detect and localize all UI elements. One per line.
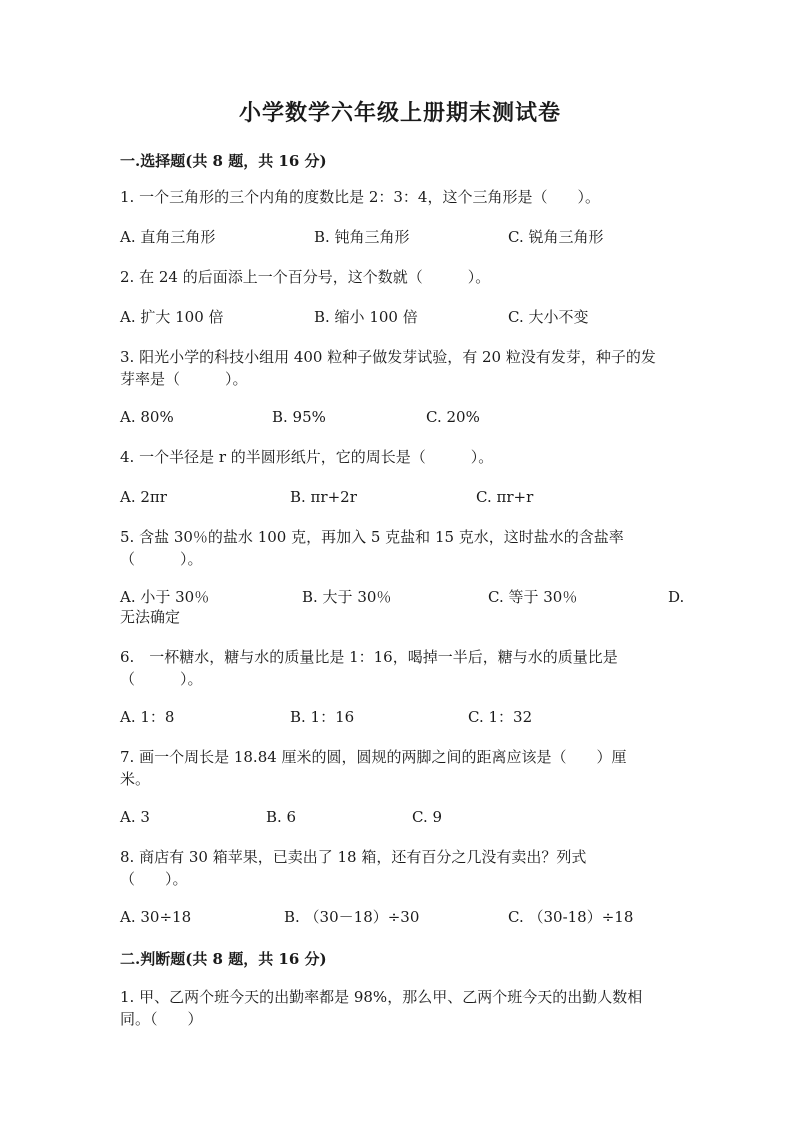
question-2: 2. 在 24 的后面添上一个百分号，这个数就（ ）。 bbox=[120, 268, 491, 286]
judge-question-1-line-2: 同。（ ） bbox=[120, 1010, 203, 1028]
question-4: 4. 一个半径是 r 的半圆形纸片，它的周长是（ ）。 bbox=[120, 448, 494, 466]
section-heading-judge: 二.判断题(共 8 题，共 16 分) bbox=[120, 950, 327, 968]
q2-option-c: C. 大小不变 bbox=[508, 308, 589, 326]
question-6-line-1: 6. 一杯糖水，糖与水的质量比是 1：16，喝掉一半后，糖与水的质量比是 bbox=[120, 648, 618, 666]
page-title: 小学数学六年级上册期末测试卷 bbox=[238, 100, 561, 126]
q4-option-a: A. 2πr bbox=[120, 488, 167, 506]
q6-option-a: A. 1：8 bbox=[120, 708, 175, 726]
q4-option-c: C. πr+r bbox=[476, 488, 534, 506]
q3-option-c: C. 20% bbox=[426, 408, 480, 426]
q1-option-c: C. 锐角三角形 bbox=[508, 228, 604, 246]
q5-option-d: D. bbox=[668, 588, 685, 606]
question-1: 1. 一个三角形的三个内角的度数比是 2：3：4，这个三角形是（ ）。 bbox=[120, 188, 600, 206]
q1-option-b: B. 钝角三角形 bbox=[314, 228, 410, 246]
q5-option-a: A. 小于 30％ bbox=[120, 588, 210, 606]
question-3-line-2: 芽率是（ ）。 bbox=[120, 370, 248, 388]
q2-option-b: B. 缩小 100 倍 bbox=[314, 308, 418, 326]
q6-option-c: C. 1：32 bbox=[468, 708, 533, 726]
question-8-line-1: 8. 商店有 30 箱苹果，已卖出了 18 箱，还有百分之几没有卖出？列式 bbox=[120, 848, 587, 866]
judge-question-1-line-1: 1. 甲、乙两个班今天的出勤率都是 98%，那么甲、乙两个班今天的出勤人数相 bbox=[120, 988, 643, 1006]
q7-option-a: A. 3 bbox=[120, 808, 150, 826]
question-3-line-1: 3. 阳光小学的科技小组用 400 粒种子做发芽试验，有 20 粒没有发芽，种子的发 bbox=[120, 348, 656, 366]
q4-option-b: B. πr+2r bbox=[290, 488, 357, 506]
question-7-line-1: 7. 画一个周长是 18.84 厘米的圆，圆规的两脚之间的距离应该是（ ）厘 bbox=[120, 748, 627, 766]
q5-option-c: C. 等于 30％ bbox=[488, 588, 578, 606]
q8-option-c: C. （30-18）÷18 bbox=[508, 908, 634, 926]
q8-option-b: B. （30－18）÷30 bbox=[284, 908, 420, 926]
q7-option-c: C. 9 bbox=[412, 808, 443, 826]
q2-option-a: A. 扩大 100 倍 bbox=[120, 308, 224, 326]
question-5-line-1: 5. 含盐 30％的盐水 100 克，再加入 5 克盐和 15 克水，这时盐水的含盐率 bbox=[120, 528, 624, 546]
q3-option-b: B. 95% bbox=[272, 408, 326, 426]
question-5-line-2: （ ）。 bbox=[120, 550, 203, 568]
q7-option-b: B. 6 bbox=[266, 808, 297, 826]
q3-option-a: A. 80% bbox=[120, 408, 174, 426]
q1-option-a: A. 直角三角形 bbox=[120, 228, 216, 246]
section-heading-choice: 一.选择题(共 8 题，共 16 分) bbox=[120, 152, 327, 170]
question-8-line-2: （ ）。 bbox=[120, 870, 188, 888]
question-6-line-2: （ ）。 bbox=[120, 670, 203, 688]
q5-option-b: B. 大于 30％ bbox=[302, 588, 392, 606]
q8-option-a: A. 30÷18 bbox=[120, 908, 192, 926]
q6-option-b: B. 1：16 bbox=[290, 708, 355, 726]
question-7-line-2: 米。 bbox=[120, 770, 151, 788]
q5-option-d-text: 无法确定 bbox=[120, 608, 181, 626]
